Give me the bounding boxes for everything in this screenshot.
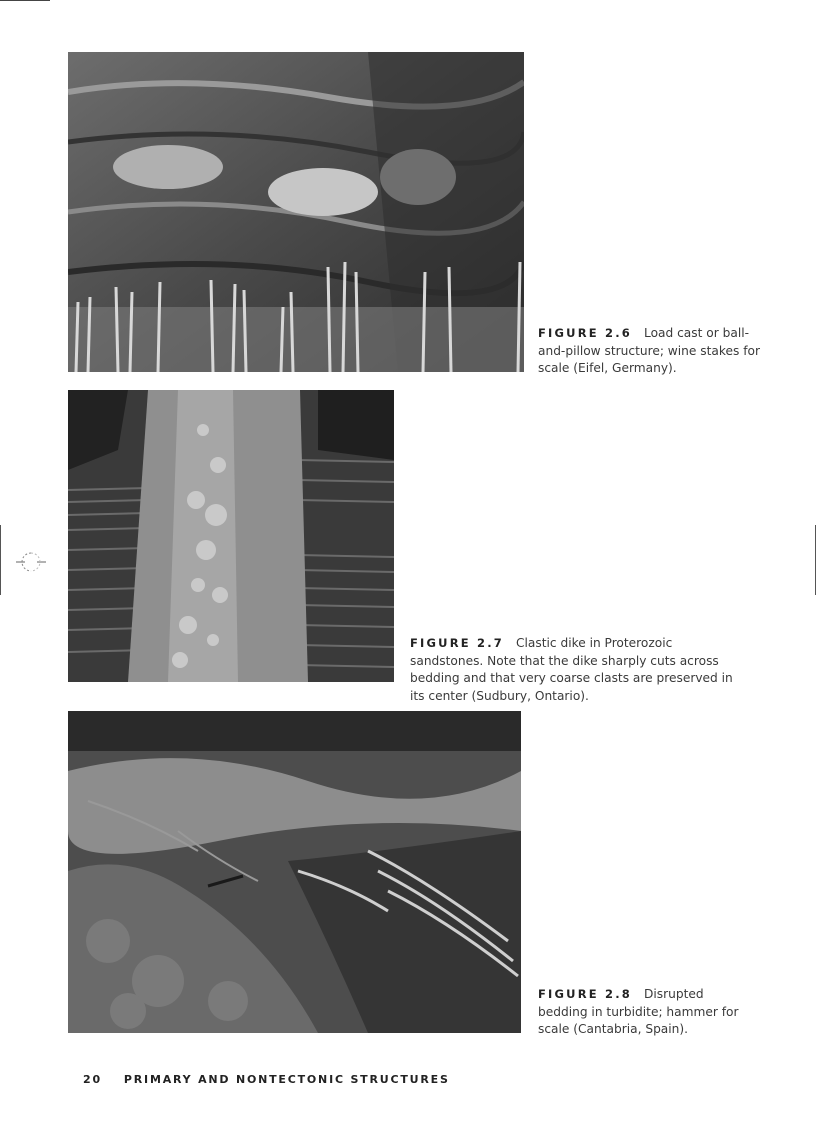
- page-number: 20: [83, 1073, 102, 1086]
- figure-2-8-label: FIGURE 2.8: [538, 987, 632, 1001]
- figure-2-6-label: FIGURE 2.6: [538, 326, 632, 340]
- registration-mark-icon: [16, 550, 46, 574]
- margin-rule-left: [0, 525, 1, 595]
- figure-2-7-photo: [68, 390, 394, 682]
- figure-2-6-photo: [68, 52, 524, 372]
- figure-2-8-caption-text: Disrupted bedding in turbidite; hammer for scale (Cantabria, Spain).: [538, 987, 739, 1036]
- page-footer: [83, 1073, 450, 1086]
- figure-2-7-caption: [410, 635, 740, 705]
- figure-2-7-caption-text: Clastic dike in Proterozoic sandstones. Note that the dike sharply cuts across bedding and that very coarse clasts are preserved in its center (Sudbury, Ontario).: [410, 636, 733, 703]
- crop-mark: [0, 0, 50, 1]
- figure-2-7-label: FIGURE 2.7: [410, 636, 504, 650]
- figure-2-8-caption: [538, 986, 753, 1039]
- running-title: PRIMARY AND NONTECTONIC STRUCTURES: [123, 1073, 450, 1086]
- figure-2-8-photo: [68, 711, 521, 1033]
- figure-2-6-caption: [538, 325, 763, 378]
- figure-2-6-caption-text: Load cast or ball-and-pillow structure; wine stakes for scale (Eifel, Germany).: [538, 326, 760, 375]
